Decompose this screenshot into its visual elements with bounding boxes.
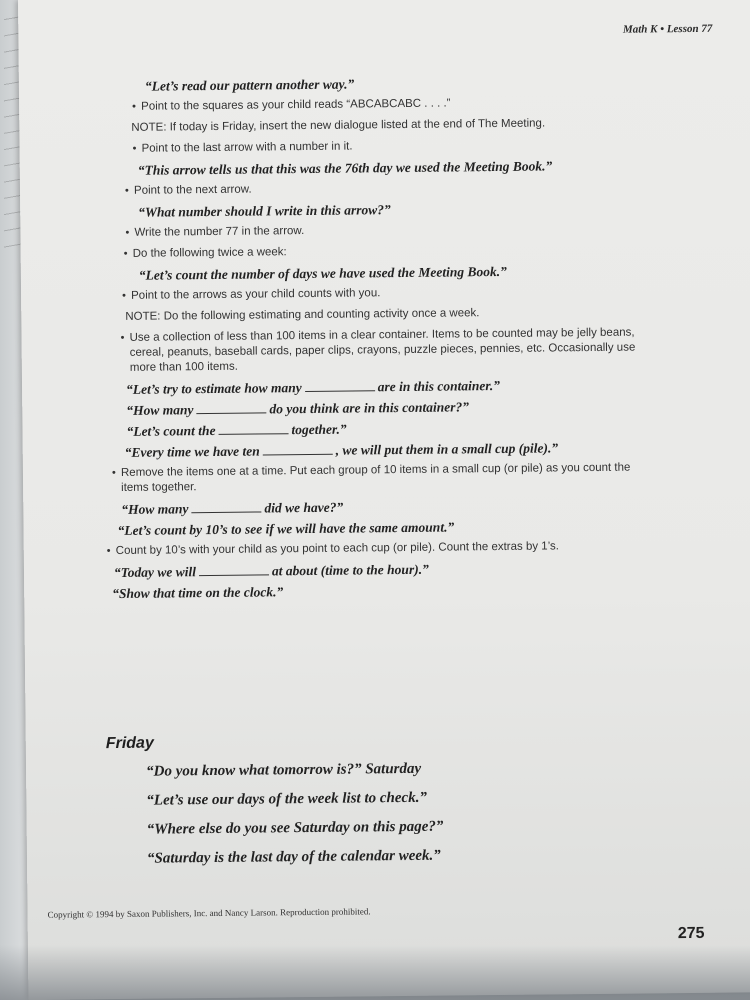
instruction-line: • Use a collection of less than 100 items in a clear container. Items to be counted may be jelly beans, cereal, peanuts, baseball cards, paper clips, crayons, puzzle pieces, pennies, etc. Occasionally use more than 100 items. (129, 325, 649, 375)
friday-heading: Friday (105, 734, 154, 753)
fill-in-blank (191, 500, 261, 513)
instruction-line: • Count by 10’s with your child as you point to each cup (or pile). Count the extras by 1’s. (116, 538, 652, 559)
page-shadow (0, 945, 750, 1000)
dialogue-line (126, 418, 650, 438)
fill-in-blank (305, 379, 375, 392)
dialogue-text: “How many (126, 402, 194, 418)
copyright-notice: Copyright © 1994 by Saxon Publishers, Inc. and Nancy Larson. Reproduction prohibited. (47, 906, 371, 920)
dialogue-line: “Let’s read our pattern another way.” (144, 76, 355, 94)
instruction-line: • Point to the last arrow with a number in it. (141, 136, 647, 156)
friday-line: “Saturday is the last day of the calendar week.” (146, 847, 441, 867)
lesson-header: Math K • Lesson 77 (622, 22, 713, 36)
dialogue-line (126, 376, 650, 396)
fill-in-blank (199, 563, 269, 576)
dialogue-text: “Let’s try to estimate how many (126, 380, 302, 397)
dialogue-text: “Every time we have ten (124, 443, 260, 460)
instruction-line: NOTE: Do the following estimating and counting activity once a week. (125, 307, 480, 323)
instruction-line: • Point to the arrows as your child counts with you. (131, 283, 649, 303)
dialogue-text: “Let’s count the (126, 422, 216, 439)
dialogue-text: did we have?” (264, 499, 344, 516)
book-page (18, 0, 750, 1000)
dialogue-text: at about (time to the hour).” (271, 561, 429, 579)
dialogue-text: are in this container.” (377, 377, 501, 395)
friday-line: “Do you know what tomorrow is?” Saturday (146, 760, 422, 780)
fill-in-blank (196, 401, 266, 414)
friday-dialogue (146, 758, 567, 878)
dialogue-line: “This arrow tells us that this was the 76th day we used the Meeting Book.” (137, 158, 553, 178)
page-number: 275 (677, 924, 705, 943)
dialogue-text: do you think are in this container?” (269, 399, 470, 417)
lesson-content (112, 73, 653, 606)
dialogue-line (121, 496, 651, 517)
instruction-line: NOTE: If today is Friday, insert the new dialogue listed at the end of The Meeting. (131, 117, 546, 134)
dialogue-text: , we will put them in a small cup (pile).” (335, 440, 559, 458)
instruction-line: • Write the number 77 in the arrow. (134, 220, 648, 240)
dialogue-line: “What number should I write in this arrow?” (138, 202, 391, 220)
dialogue-text: “How many (121, 501, 189, 517)
dialogue-text: “Today we will (113, 564, 197, 581)
friday-line: “Let’s use our days of the week list to check.” (146, 789, 427, 809)
dialogue-line (125, 439, 651, 460)
dialogue-text: together.” (291, 421, 347, 438)
instruction-line: • Remove the items one at a time. Put each group of 10 items in a small cup (or pile) as you count the items together. (121, 460, 651, 496)
dialogue-line: “Let’s count by 10’s to see if we will have the same amount.” (117, 519, 455, 538)
instruction-line: • Do the following twice a week: (133, 241, 649, 261)
dialogue-line (126, 397, 650, 417)
instruction-line: • Point to the squares as your child reads “ABCABCABC . . . .” (141, 94, 647, 114)
friday-line: “Where else do you see Saturday on this page?” (146, 818, 444, 838)
dialogue-line (114, 559, 652, 580)
instruction-line: • Point to the next arrow. (134, 178, 648, 198)
fill-in-blank (263, 443, 333, 456)
fill-in-blank (218, 422, 288, 435)
dialogue-line: “Let’s count the number of days we have used the Meeting Book.” (138, 263, 507, 283)
dialogue-line: “Show that time on the clock.” (112, 584, 284, 602)
